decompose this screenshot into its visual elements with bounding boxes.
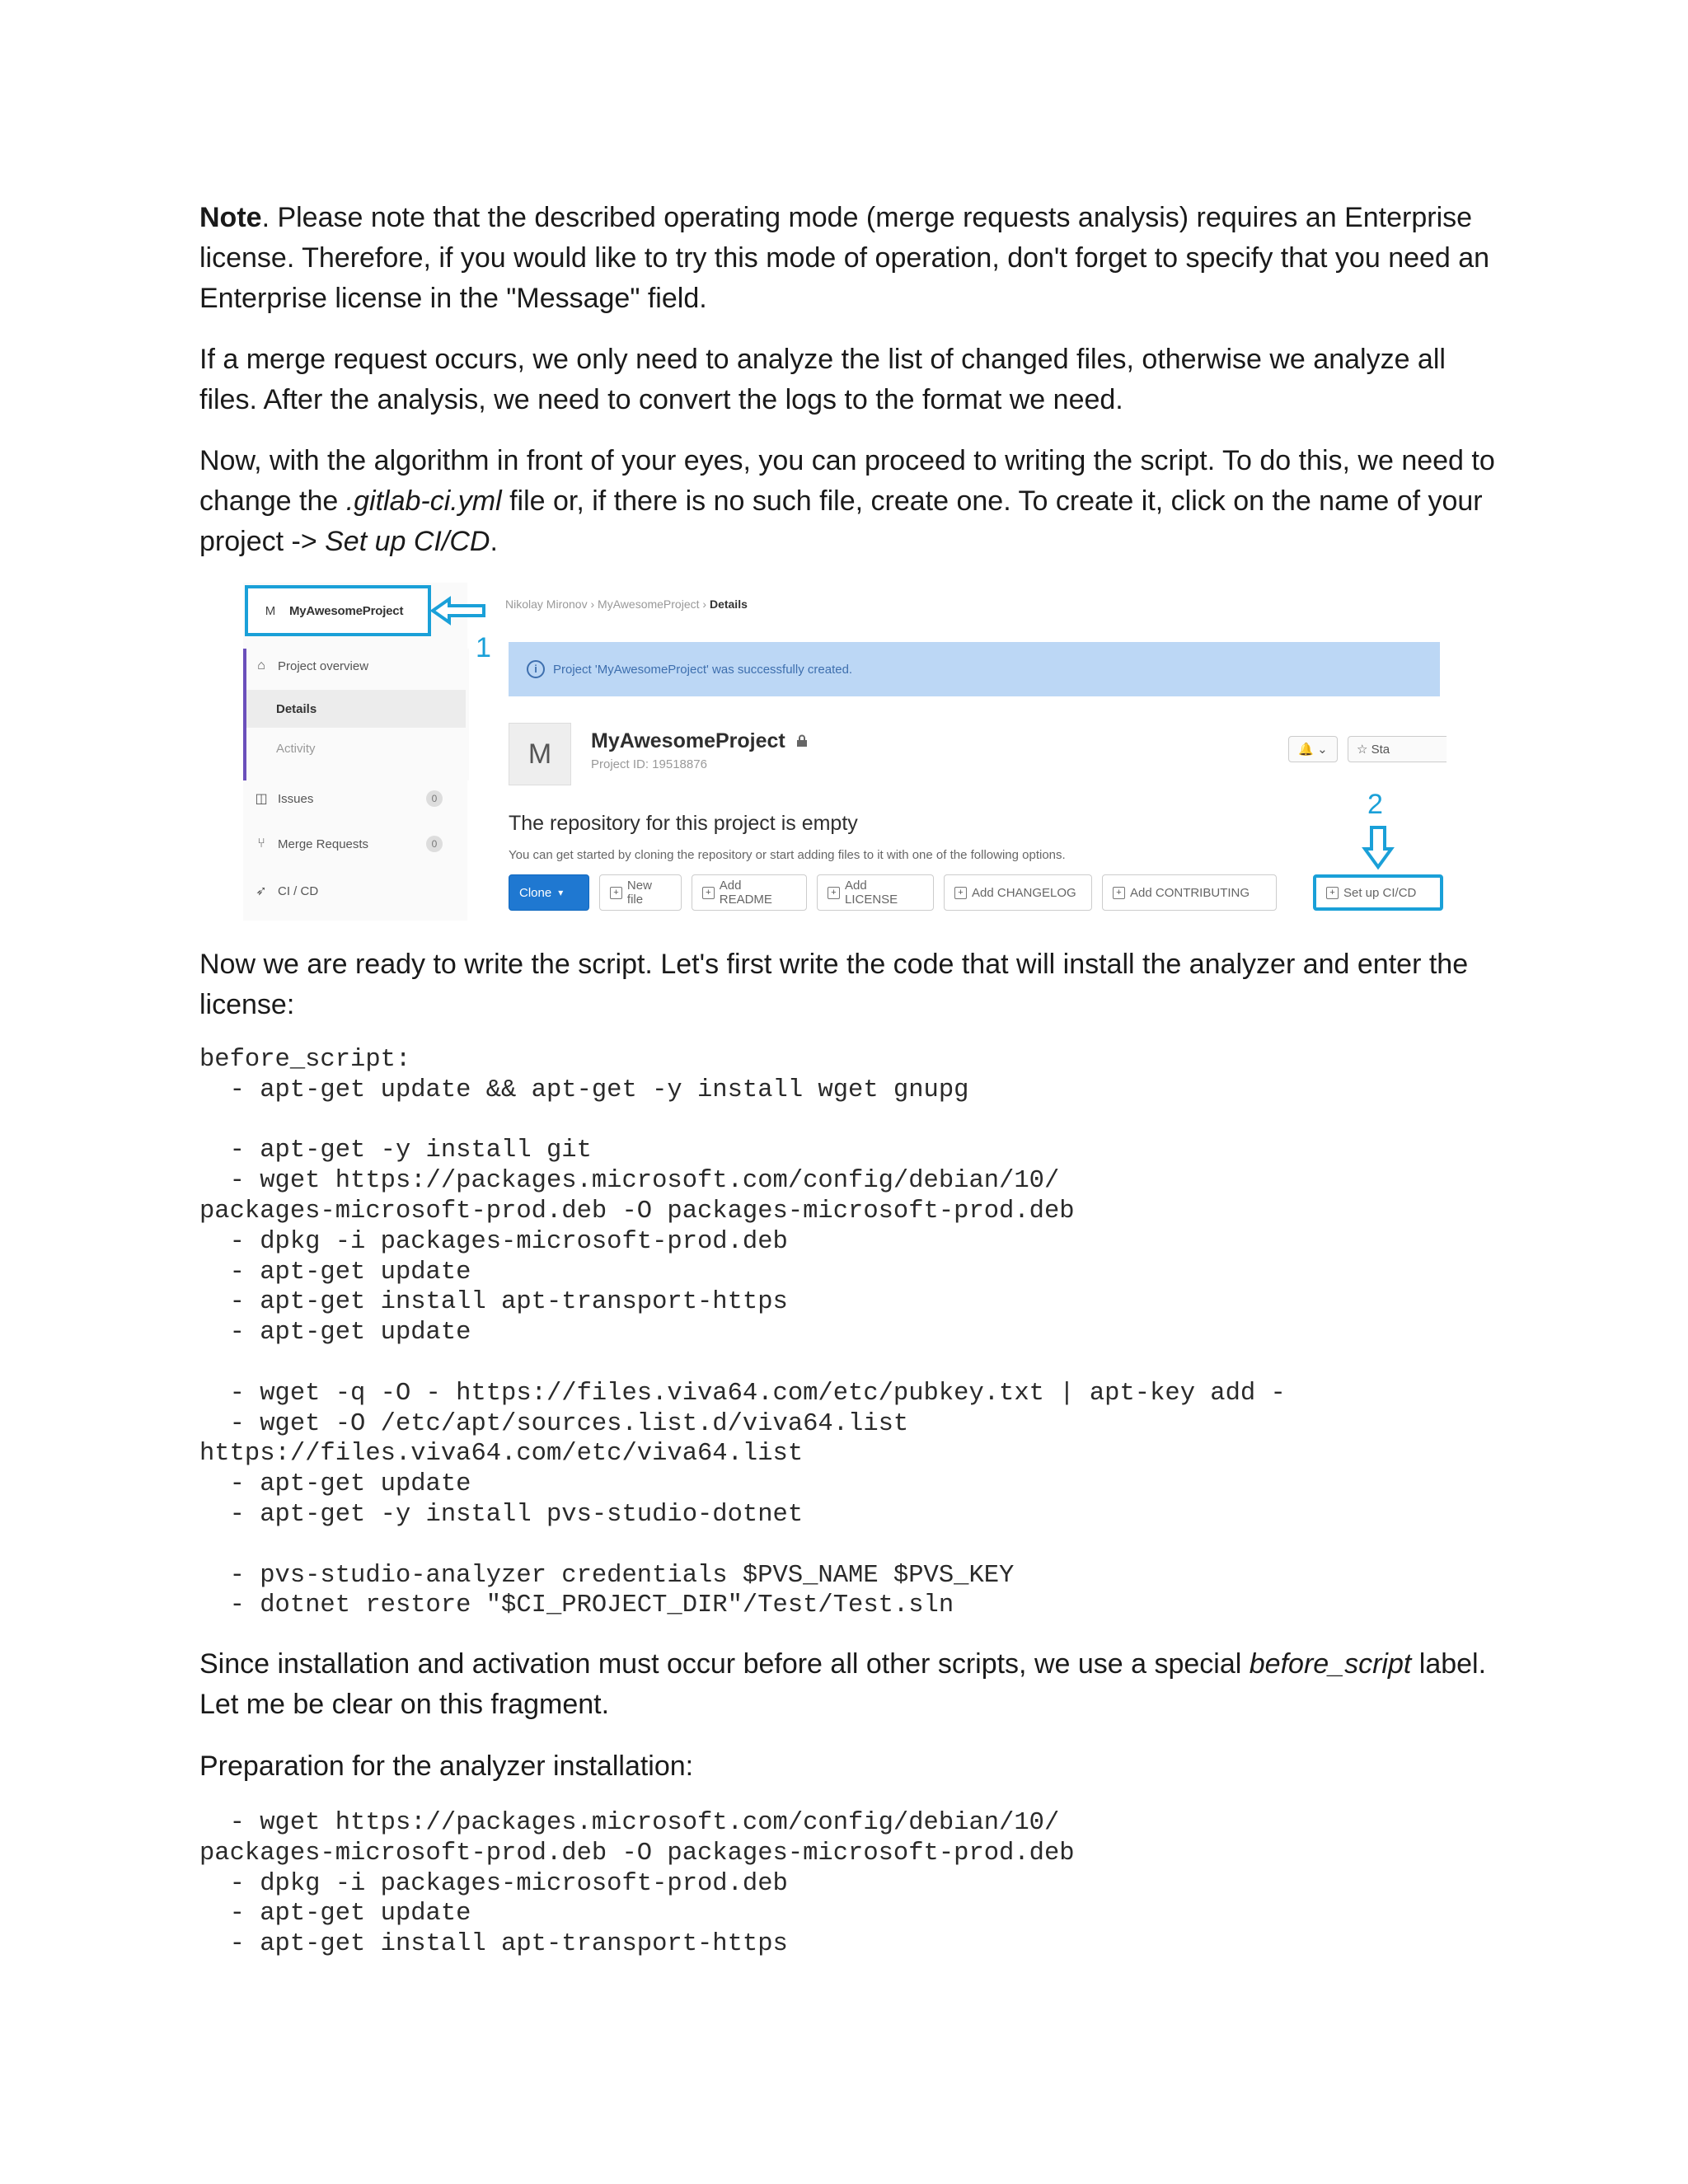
code-block-before-script: before_script: - apt-get update && apt-get -y install wget gnupg - apt-get -y install git - wget https://packages.microsoft.com/config/debian/10/ packages-microsoft-prod.deb -O packages-microsoft-prod.deb - dpkg -i packages-microsoft-prod.deb - apt-get update - apt-get install apt-transport-https - apt-get update - wget -q -O - https://files.viva64.com/etc/pubkey.txt | apt-key add - - wget -O /etc/apt/sources.list.d/viva64.list https://files.viva64.com/etc/viva64.list - apt-get update - apt-get -y install pvs-studio-dotnet - pvs-studio-analyzer credentials $PVS_NAME $PVS_KEY - dotnet restore "$CI_PROJECT_DIR"/Test/Test.sln [199,1046,1286,1620]
clone-label: Clone [519,885,552,900]
gitlab-ci-text-2: file or, if there is no such file, create one. To create it, click on the name of your project -> [199,485,1483,557]
empty-repo-subtitle: You can get started by cloning the repository or start adding files to it with one of the following options. [509,848,1066,862]
empty-repo-heading: The repository for this project is empty [509,812,858,835]
write-script-paragraph: Now we are ready to write the script. Let's first write the code that will install the analyzer and enter the license: [199,949,1469,1020]
project-title-text: MyAwesomeProject [591,729,785,752]
project-letter: M [265,603,276,618]
plus-icon: + [702,887,715,899]
merge-request-paragraph: If a merge request occurs, we only need to analyze the list of changed files, otherwise we analyze all files. After the analysis, we need to convert the logs to the format we need. [199,344,1446,415]
sidebar-item-label: Merge Requests [278,837,369,851]
note-text: . Please note that the described operating mode (merge requests analysis) requires an Enterprise license. Therefore, if you would like to try this mode of operation, don't forget to specify that you need an Enterprise license in the "Message" field. [199,202,1490,314]
plus-icon: + [954,887,967,899]
add-readme-label: Add README [719,879,772,907]
star-button[interactable]: ☆ Sta [1348,736,1447,762]
before-script-label: before_script [1249,1648,1412,1680]
setup-cicd-label: Set up CI/CD [1343,885,1417,900]
sidebar-item-label: Activity [276,741,316,756]
new-file-label: New file [626,879,652,907]
add-changelog-button[interactable] [944,874,1092,911]
new-file-button[interactable] [599,874,682,911]
preparation-heading: Preparation for the analyzer installation: [199,1750,694,1782]
note-paragraph [199,198,1502,319]
sidebar-project-link[interactable] [245,585,431,636]
issues-icon: ◫ [255,792,268,806]
sidebar-item-merge-requests[interactable] [253,837,459,851]
plus-icon: + [610,887,622,899]
breadcrumb [505,598,748,611]
gitlab-ci-paragraph [199,441,1502,562]
add-contributing-label: Add CONTRIBUTING [1130,885,1250,900]
plus-icon: + [1326,887,1339,899]
breadcrumb-item[interactable]: MyAwesomeProject [598,598,700,611]
merge-requests-count-badge: 0 [426,836,443,852]
sidebar-item-label: Issues [278,791,314,806]
sidebar-item-activity[interactable] [246,729,466,767]
setup-cicd-mention: Set up CI/CD [325,526,490,557]
flash-text: Project 'MyAwesomeProject' was successfully created. [553,662,853,677]
callout-marker-2: 2 [1367,789,1383,820]
add-license-label: Add LICENSE [845,879,898,907]
plus-icon: + [828,887,840,899]
before-script-paragraph [199,1644,1502,1725]
flash-message [509,642,1440,696]
before-script-text-1: Since installation and activation must occur before all other scripts, we use a special [199,1648,1250,1680]
chevron-down-icon: ▾ [558,887,564,898]
gitlab-screenshot [243,583,1447,921]
notification-dropdown[interactable]: 🔔 ⌄ [1288,736,1338,762]
setup-cicd-button[interactable] [1313,874,1443,911]
plus-icon: + [1113,887,1125,899]
code-block-preparation: - wget https://packages.microsoft.com/config/debian/10/ packages-microsoft-prod.deb -O packages-microsoft-prod.deb - dpkg -i packages-microsoft-prod.deb - apt-get update - apt-get install apt-transport-https [199,1809,1075,1959]
clone-button[interactable] [509,874,589,911]
add-contributing-button[interactable] [1102,874,1277,911]
sidebar-item-label: CI / CD [278,883,319,898]
sidebar-item-project-overview[interactable] [253,658,368,673]
lock-icon [796,734,808,748]
sidebar-item-issues[interactable] [253,790,459,807]
breadcrumb-item[interactable]: Nikolay Mironov [505,598,588,611]
project-id: Project ID: 19518876 [591,757,707,771]
gitlab-ci-text-3: . [490,526,498,557]
add-readme-button[interactable] [692,874,807,911]
before-script-text-2: label. Let me be clear on this fragment. [199,1648,1487,1720]
info-icon: i [527,660,545,678]
add-changelog-label: Add CHANGELOG [972,885,1076,900]
add-license-button[interactable] [817,874,934,911]
gitlab-ci-text-1: Now, with the algorithm in front of your eyes, you can proceed to writing the script. To do this, we need to change the [199,445,1495,517]
sidebar-project-name: MyAwesomeProject [289,603,404,618]
sidebar-item-cicd[interactable] [253,883,318,899]
breadcrumb-separator: › [590,598,595,611]
rocket-icon: ➶ [256,884,267,898]
sidebar-item-label: Project overview [278,658,369,673]
sidebar-item-label: Details [276,701,317,716]
issues-count-badge: 0 [426,790,443,807]
project-title [591,729,808,753]
merge-request-icon: ⑂ [257,837,265,851]
project-avatar: M [509,723,571,785]
callout-marker-1: 1 [476,632,491,663]
sidebar [243,583,467,921]
callout-arrow-down-icon [1362,824,1395,870]
callout-arrow-left-icon [429,596,487,626]
breadcrumb-separator: › [702,598,707,611]
breadcrumb-current: Details [709,598,748,611]
note-label: Note [199,202,262,233]
home-icon: ⌂ [257,658,265,673]
gitlab-ci-filename: .gitlab-ci.yml [345,485,502,517]
sidebar-item-details[interactable] [246,690,466,728]
